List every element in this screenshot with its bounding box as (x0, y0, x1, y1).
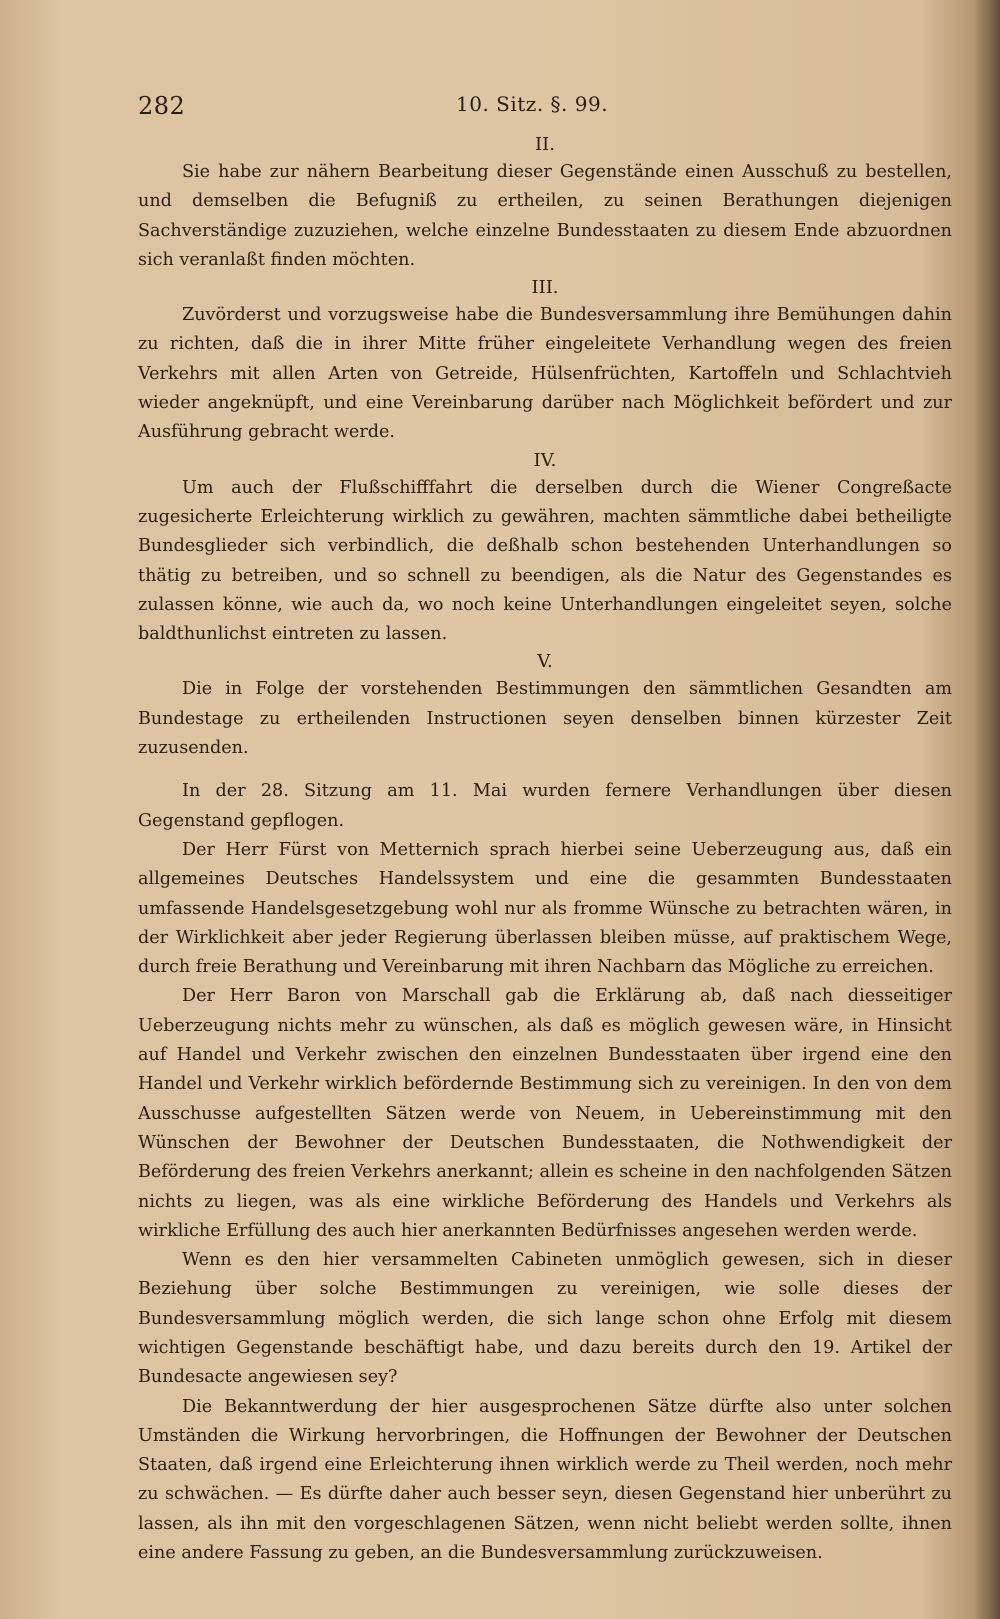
paragraph: Der Herr Baron von Marschall gab die Erklärung ab, daß nach diesseitiger Ueberzeugung nichts mehr zu wünschen, als daß es möglich gewesen wäre, in Hinsicht auf Handel und Verkehr zwischen den einzelnen Bundesstaaten über irgend eine den Handel und Verkehr wirklich befördernde Bestimmung sich zu vereinigen. In den von dem Ausschusse aufgestellten Sätzen werde von Neuem, in Uebereinstimmung mit den Wünschen der Bewohner der Deutschen Bundesstaaten, die Nothwendigkeit der Beförderung des freien Verkehrs anerkannt; allein es scheine in den nachfolgenden Sätzen nichts zu liegen, was als eine wirkliche Beförderung des Handels und Verkehrs als wirkliche Erfüllung des auch hier anerkannten Bedürfnisses angesehen werden werde. (138, 986, 952, 1241)
running-head: 10. Sitz. §. 99. (456, 92, 609, 116)
section-iv (138, 448, 952, 650)
section-numeral: III. (531, 277, 559, 299)
session-28-report (138, 777, 952, 1568)
section-numeral: V. (537, 651, 553, 673)
page-header (138, 88, 952, 128)
page-number: 282 (138, 92, 186, 120)
paragraph: Der Herr Fürst von Metternich sprach hierbei seine Ueberzeugung aus, daß ein allgemeines Deutsches Handelssystem und eine die gesammten Bundesstaaten umfassende Handelsgesetzgebung wohl nur als fromme Wünsche zu betrachten wären, in der Wirklichkeit aber jeder Regierung überlassen bleiben müsse, auf praktischem Wege, durch freie Berathung und Vereinbarung mit ihren Nachbarn das Mögliche zu erreichen. (138, 839, 952, 978)
section-ii (138, 132, 952, 275)
page-content (138, 88, 952, 1568)
page-edge-shadow (974, 0, 1000, 1619)
paragraph: Die Bekanntwerdung der hier ausgesprochenen Sätze dürfte also unter solchen Umständen die Wirkung hervorbringen, die Hoffnungen der Bewohner der Deutschen Staaten, daß irgend eine Erleichterung ihnen wirklich werde zu Theil werden, noch mehr zu schwächen. — Es dürfte daher auch besser seyn, diesen Gegenstand hier unberührt zu lassen, als ihn mit den vorgeschlagenen Sätzen, wenn nicht beliebt werden sollte, ihnen eine andere Fassung zu geben, an die Bundesversammlung zurückzuweisen. (138, 1396, 952, 1564)
paragraph: Die in Folge der vorstehenden Bestimmungen den sämmtlichen Gesandten am Bundestage zu ertheilenden Instructionen seyen denselben binnen kürzester Zeit zuzusenden. (138, 679, 952, 759)
section-v (138, 649, 952, 763)
section-numeral: II. (535, 134, 555, 155)
paragraph: Zuvörderst und vorzugsweise habe die Bundesversammlung ihre Bemühungen dahin zu richten, daß die in ihrer Mitte früher eingeleitete Verhandlung wegen des freien Verkehrs mit allen Arten von Getreide, Hülsenfrüchten, Kartoffeln und Schlachtvieh wieder angeknüpft, und eine Vereinbarung darüber nach Möglichkeit befördert und zur Ausführung gebracht werde. (138, 305, 952, 443)
section-numeral: IV. (533, 449, 557, 471)
paragraph: Um auch der Flußschifffahrt die derselben durch die Wiener Congreßacte zugesicherte Erleichterung wirklich zu gewähren, machten sämmtliche dabei betheiligte Bundesglieder sich verbindlich, die deßhalb schon bestehenden Unterhandlungen so thätig zu betreiben, und so schnell zu beendigen, als die Natur des Gegenstandes es zulassen könne, wie auch da, wo noch keine Unterhandlungen eingeleitet seyen, solche baldthunlichst eintreten zu lassen. (138, 477, 952, 645)
paragraph: Wenn es den hier versammelten Cabineten unmöglich gewesen, sich in dieser Beziehung über solche Bestimmungen zu vereinigen, wie solle dieses der Bundesversammlung möglich werden, die sich lange schon ohne Erfolg mit diesem wichtigen Gegenstande beschäftigt habe, und dazu bereits durch den 19. Artikel der Bundesacte angewiesen sey? (138, 1250, 952, 1388)
section-iii (138, 275, 952, 447)
paragraph: In der 28. Sitzung am 11. Mai wurden fernere Verhandlungen über diesen Gegenstand gepflogen. (138, 781, 952, 831)
section-divider-space (138, 763, 952, 777)
paragraph: Sie habe zur nähern Bearbeitung dieser Gegenstände einen Ausschuß zu bestellen, und demselben die Befugniß zu ertheilen, zu seinen Berathungen diejenigen Sachverständige zuzuziehen, welche einzelne Bundesstaaten zu diesem Ende abzuordnen sich veranlaßt finden möchten. (138, 162, 952, 270)
